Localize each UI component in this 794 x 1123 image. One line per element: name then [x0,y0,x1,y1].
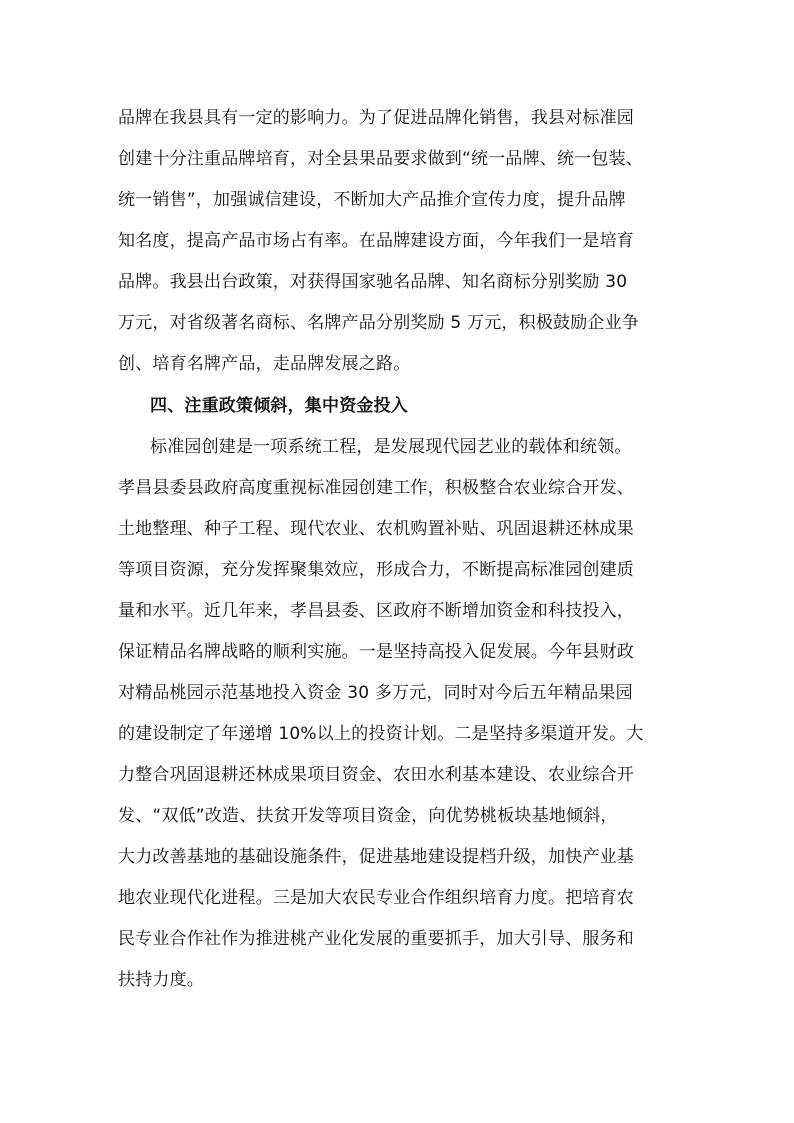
paragraph-1-line: 统一销售”，加强诚信建设，不断加大产品推介宣传力度，提升品牌 [118,190,626,210]
paragraph-2-line: 民专业合作社作为推进桃产业化发展的重要抓手，加大引导、服务和 [118,929,634,949]
paragraph-1-line: 品牌。我县出台政策，对获得国家驰名品牌、知名商标分别奖励 30 [118,272,628,292]
paragraph-2-line: 力整合巩固退耕还林成果项目资金、农田水利基本建设、农业综合开 [118,765,634,785]
paragraph-1-line: 知名度，提高产品市场占有率。在品牌建设方面，今年我们一是培育 [118,231,634,251]
paragraph-2-line: 地农业现代化进程。三是加大农民专业合作组织培育力度。把培育农 [118,888,634,908]
paragraph-2-line: 大力改善基地的基础设施条件，促进基地建设提档升级，加快产业基 [118,847,634,867]
paragraph-2-line: 量和水平。近几年来，孝昌县委、区政府不断增加资金和科技投入， [118,601,634,621]
paragraph-2-line: 保证精品名牌战略的顺利实施。一是坚持高投入促发展。今年县财政 [118,642,634,662]
paragraph-2-line: 对精品桃园示范基地投入资金 30 多万元，同时对今后五年精品果园 [118,683,633,703]
paragraph-2-line: 土地整理、种子工程、现代农业、农机购置补贴、巩固退耕还林成果 [118,519,634,539]
paragraph-1-line: 万元，对省级著名商标、名牌产品分别奖励 5 万元，积极鼓励企业争 [118,313,640,333]
paragraph-1-line: 创建十分注重品牌培育，对全县果品要求做到“统一品牌、统一包装、 [118,149,644,169]
paragraph-2-line: 等项目资源，充分发挥聚集效应，形成合力，不断提高标准园创建质 [118,560,634,580]
section-heading: 四、注重政策倾斜，集中资金投入 [150,396,408,416]
paragraph-2-line: 发、“双低”改造、扶贫开发等项目资金，向优势桃板块基地倾斜， [118,806,618,826]
paragraph-2-line: 的建设制定了年递增 10%以上的投资计划。二是坚持多渠道开发。大 [118,724,644,744]
paragraph-1-line: 品牌在我县具有一定的影响力。为了促进品牌化销售，我县对标准园 [118,108,634,128]
paragraph-2-line: 标准园创建是一项系统工程，是发展现代园艺业的载体和统领。 [150,437,632,457]
paragraph-2-line: 扶持力度。 [118,970,204,990]
paragraph-1-line: 创、培育名牌产品，走品牌发展之路。 [118,354,411,374]
paragraph-2-line: 孝昌县委县政府高度重视标准园创建工作，积极整合农业综合开发、 [118,478,634,498]
